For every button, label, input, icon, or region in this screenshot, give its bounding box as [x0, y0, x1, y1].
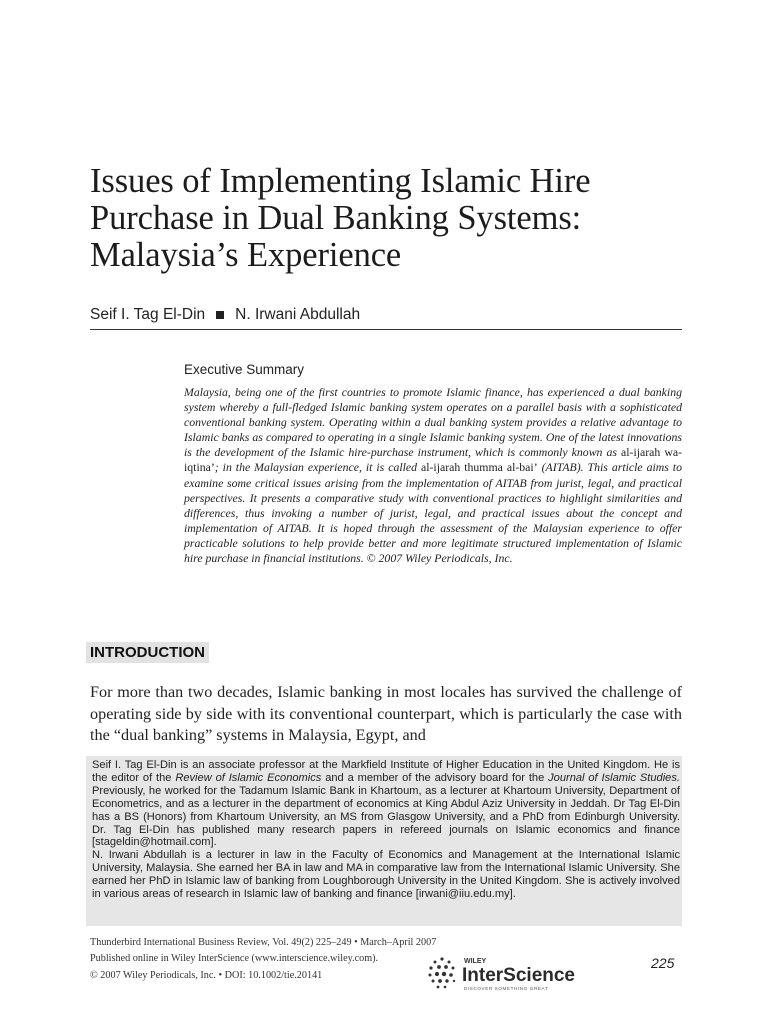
introduction-heading: INTRODUCTION	[90, 642, 209, 663]
author-bio-2: N. Irwani Abdullah is a lecturer in law in the Faculty of Economics and Management at the International Islamic University, Malaysia. She earned her BA in law and MA in comparative law from the International Islamic University. She earned her PhD in Islamic law of banking from Loughborough University in the United Kingdom. She is actively involved in various areas of research in Islamic law of banking and finance [irwani@iiu.edu.my].	[92, 849, 680, 901]
journal-citation: Thunderbird International Business Review, Vol. 49(2) 225–249 • March–April 2007	[90, 937, 437, 948]
author-name: Seif I. Tag El-Din	[90, 306, 206, 323]
title-line: Purchase in Dual Banking Systems:	[90, 199, 582, 237]
page-number: 225	[651, 955, 675, 971]
arabic-term: al-ijarah wa-iqtina’	[184, 445, 682, 475]
arabic-term: al-ijarah thumma al-bai’	[420, 460, 538, 475]
globe-dots-icon	[429, 957, 456, 988]
logo-tagline-text: DISCOVER SOMETHING GREAT	[464, 986, 549, 991]
title-line: Issues of Implementing Islamic Hire	[90, 162, 591, 200]
separator-square-icon	[216, 311, 224, 319]
title-line: Malaysia’s Experience	[90, 236, 402, 274]
executive-summary-heading: Executive Summary	[184, 362, 305, 377]
author-name: N. Irwani Abdullah	[235, 306, 361, 323]
executive-summary-text: Malaysia, being one of the first countries to promote Islamic finance, has experienced a dual banking system whereby a full-fledged Islamic banking system operates on a parallel basis with a sophisticated conventional banking system. Operating within a dual banking system provides a relative advantage to Islamic banks as compared to operating in a single Islamic banking system. One of the latest innovations is the development of the Islamic hire-purchase instrument, which is commonly known as al-ijarah wa-iqtina’; in the Malaysian experience, it is called al-ijarah thumma al-bai’ (AITAB). This article aims to examine some critical issues arising from the implementation of AITAB from jurist, legal, and practical perspectives. It presents a comparative study with conventional practices to highlight similarities and differences, thus invoking a number of jurist, legal, and practical issues about the concept and implementation of AITAB. It is hoped through the assessment of the Malaysian experience to offer practicable solutions to help provide better and more legitimate structured implementation of Islamic hire purchase in financial institutions. © 2007 Wiley Periodicals, Inc.	[184, 385, 682, 566]
online-publication-note: Published online in Wiley InterScience (www.interscience.wiley.com).	[90, 953, 379, 965]
article-title	[90, 163, 710, 274]
wiley-interscience-logo	[426, 954, 602, 994]
author-bio-1: Seif I. Tag El-Din is an associate professor at the Markfield Institute of Higher Education in the United Kingdom. He is the editor of the Review of Islamic Economics and a member of the advisory board for the Journal of Islamic Studies. Previously, he worked for the Tadamum Islamic Bank in Khartoum, as a lecturer at Khartoum University, Department of Econometrics, and as a lecturer in the department of economics at King Abdul Aziz University in Jeddah. Dr Tag El-Din has a BS (Honors) from Khartoum University, an MS from Glasgow University, and a PhD from Edinburgh University. Dr. Tag El-Din has published many research papers in refereed journals on Islamic economics and finance [stageldin@hotmail.com].	[92, 759, 680, 849]
logo-interscience-text: InterScience	[462, 965, 575, 986]
logo-wiley-text: WILEY	[464, 958, 487, 965]
page-footer	[90, 935, 437, 984]
copyright-doi: © 2007 Wiley Periodicals, Inc. • DOI: 10.1002/tie.20141	[90, 969, 323, 981]
author-bios	[92, 759, 680, 901]
introduction-paragraph: For more than two decades, Islamic banking in most locales has survived the challenge of operating side by side with its conventional counterpart, which is particularly the case with the “dual banking” systems in Malaysia, Egypt, and	[90, 683, 682, 745]
author-line	[90, 306, 682, 330]
